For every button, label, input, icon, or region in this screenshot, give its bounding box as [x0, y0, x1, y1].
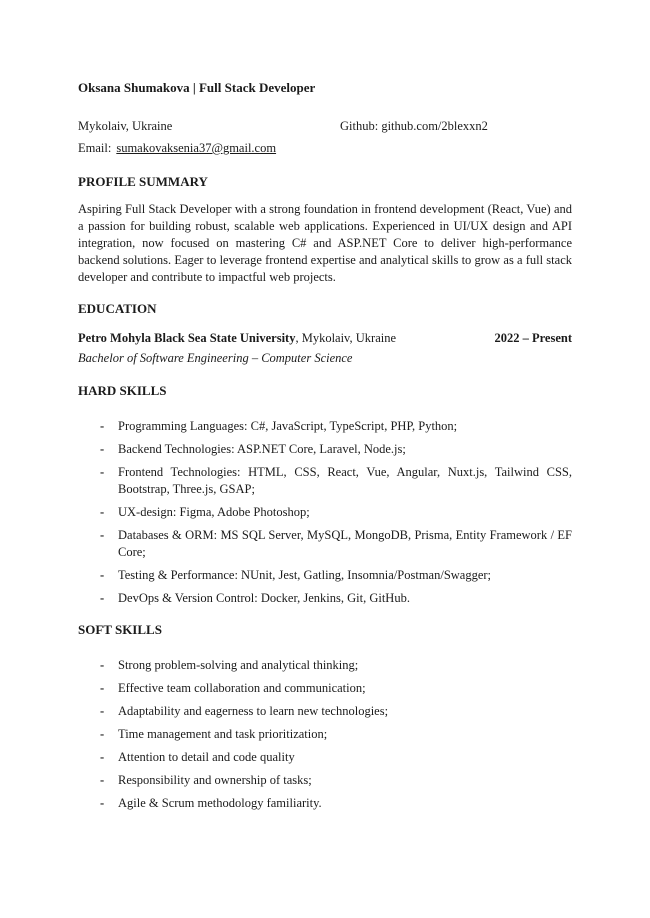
profile-summary-text: Aspiring Full Stack Developer with a strong foundation in frontend development (React, Vue) and a passion for building robust, scalable web applications. Experienced in UI/UX design and API integration, now focused on mastering C# and ASP.NET Core to deliver high-performance backend solutions. Eager to leverage frontend expertise and analytical skills to grow as a full stack developer and contribute to impactful web projects. [78, 202, 572, 284]
hard-skill-item [100, 441, 572, 458]
soft-skill-text: Time management and task prioritization; [118, 727, 328, 741]
bullet-dash-icon: - [100, 681, 105, 695]
bullet-dash-icon: - [100, 568, 105, 582]
hard-skill-item [100, 464, 572, 498]
hard-skill-item [100, 418, 572, 435]
soft-skill-item [100, 795, 572, 812]
bullet-dash-icon: - [100, 773, 105, 787]
education-degree: Bachelor of Software Engineering – Computer Science [78, 351, 353, 365]
soft-skill-item [100, 726, 572, 743]
soft-skill-text: Strong problem-solving and analytical thinking; [118, 658, 359, 672]
education-row [78, 328, 572, 348]
hard-skills-list [78, 418, 572, 607]
bullet-dash-icon: - [100, 505, 105, 519]
hard-skill-item [100, 527, 572, 561]
bullet-dash-icon: - [100, 796, 105, 810]
soft-skill-text: Attention to detail and code quality [118, 750, 295, 764]
bullet-dash-icon: - [100, 591, 105, 605]
soft-skill-item [100, 680, 572, 697]
contact-location: Mykolaiv, Ukraine [78, 119, 173, 133]
soft-skill-text: Adaptability and eagerness to learn new technologies; [118, 704, 389, 718]
soft-skill-item [100, 749, 572, 766]
bullet-dash-icon: - [100, 750, 105, 764]
education-heading: EDUCATION [78, 301, 157, 316]
soft-skills-list [78, 657, 572, 812]
hard-skill-text: Testing & Performance: NUnit, Jest, Gatling, Insomnia/Postman/Swagger; [118, 568, 492, 582]
contact-email-label: Email: [78, 141, 112, 155]
soft-skills-heading: SOFT SKILLS [78, 622, 162, 637]
education-university-line [78, 328, 396, 348]
bullet-dash-icon: - [100, 465, 105, 479]
soft-skill-item [100, 657, 572, 674]
contact-row-2 [78, 137, 572, 159]
hard-skill-item [100, 567, 572, 584]
bullet-dash-icon: - [100, 419, 105, 433]
soft-skill-text: Effective team collaboration and communication; [118, 681, 366, 695]
soft-skill-item [100, 772, 572, 789]
bullet-dash-icon: - [100, 442, 105, 456]
hard-skill-text: DevOps & Version Control: Docker, Jenkins, Git, GitHub. [118, 591, 410, 605]
resume-name-title: Oksana Shumakova | Full Stack Developer [78, 80, 316, 95]
hard-skill-text: Databases & ORM: MS SQL Server, MySQL, MongoDB, Prisma, Entity Framework / EF Core; [118, 528, 572, 559]
bullet-dash-icon: - [100, 727, 105, 741]
profile-summary-heading: PROFILE SUMMARY [78, 174, 208, 189]
soft-skill-text: Responsibility and ownership of tasks; [118, 773, 312, 787]
education-dates: 2022 – Present [494, 331, 572, 345]
bullet-dash-icon: - [100, 704, 105, 718]
contact-github: Github: github.com/2blexxn2 [340, 119, 488, 133]
hard-skill-text: Backend Technologies: ASP.NET Core, Laravel, Node.js; [118, 442, 406, 456]
contact-email-link[interactable]: sumakovaksenia37@gmail.com [116, 141, 277, 155]
soft-skill-item [100, 703, 572, 720]
contact-row-1 [78, 115, 572, 137]
hard-skill-text: Programming Languages: C#, JavaScript, TypeScript, PHP, Python; [118, 419, 458, 433]
hard-skills-heading: HARD SKILLS [78, 383, 167, 398]
hard-skill-item [100, 504, 572, 521]
bullet-dash-icon: - [100, 658, 105, 672]
hard-skill-text: Frontend Technologies: HTML, CSS, React, Vue, Angular, Nuxt.js, Tailwind CSS, Bootstrap, Three.js, GSAP; [118, 465, 572, 496]
education-university-location: , Mykolaiv, Ukraine [295, 331, 397, 345]
hard-skill-item [100, 590, 572, 607]
soft-skill-text: Agile & Scrum methodology familiarity. [118, 796, 322, 810]
hard-skill-text: UX-design: Figma, Adobe Photoshop; [118, 505, 310, 519]
bullet-dash-icon: - [100, 528, 105, 542]
education-university-name: Petro Mohyla Black Sea State University [78, 331, 296, 345]
